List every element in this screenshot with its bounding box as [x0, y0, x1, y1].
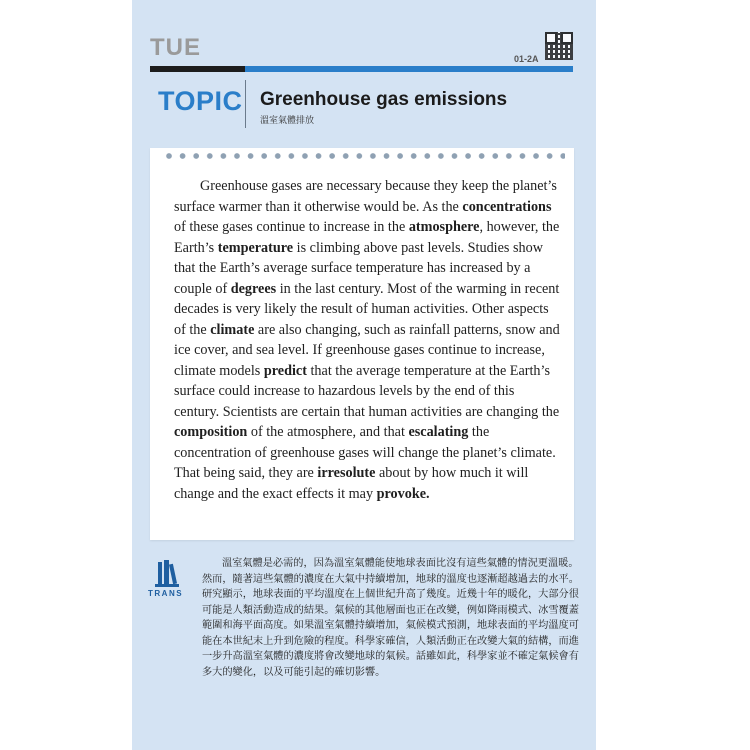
article-line	[174, 340, 556, 361]
keyword: degrees	[230, 280, 277, 297]
qr-code-icon[interactable]	[545, 32, 573, 60]
text-segment: century. Scientists are certain that human activities are changing the	[174, 403, 560, 420]
translation-line: 能在本世紀末上升到危險的程度。科學家確信，人類活動正在改變大氣的結構，而進	[202, 635, 579, 647]
text-segment: that the average temperature at the Earth’s	[306, 362, 550, 379]
article-line	[174, 217, 560, 238]
text-segment: , however, the	[479, 219, 560, 235]
article-line	[174, 484, 556, 505]
article-line	[174, 258, 556, 279]
page-title: Greenhouse gas emissions	[260, 89, 508, 110]
article-line	[174, 176, 556, 197]
article-line	[174, 402, 560, 423]
text-segment: of these gases continue to increase in the	[174, 219, 409, 235]
translation-line: 溫室氣體是必需的，因為溫室氣體能使地球表面比沒有這些氣體的情況更溫暖。	[222, 558, 579, 569]
article-line	[174, 422, 556, 443]
keyword: escalating	[408, 424, 469, 440]
text-segment: Earth’s	[174, 239, 218, 256]
keyword: composition	[174, 424, 248, 440]
translation-line: 研究顯示，地球表面的平均溫度在上個世紀升高了幾度。近幾十年的暖化，大部分很	[202, 589, 579, 600]
text-segment: change and the exact effects it may	[174, 485, 377, 502]
text-segment: of the	[174, 321, 211, 338]
text-segment: in the last century. Most of the warming in recent	[276, 280, 560, 297]
translation-line: 範圍和海平面高度。如果溫室氣體持續增加，氣候模式預測，地球表面的平均溫度可	[202, 620, 579, 631]
article-line	[174, 320, 560, 341]
article-line	[174, 238, 556, 259]
article-line	[174, 197, 556, 218]
text-segment: about by how much it will	[375, 465, 529, 481]
article-line	[174, 443, 556, 464]
text-segment: couple of	[174, 280, 231, 297]
keyword: provoke.	[376, 485, 430, 502]
article-line	[174, 361, 556, 382]
keyword: atmosphere	[408, 219, 480, 235]
keyword: irresolute	[317, 465, 376, 481]
translation-body	[202, 556, 580, 680]
topic-label: TOPIC	[158, 86, 243, 116]
text-segment: ice cover, and sea level. If greenhouse gases continue to increase,	[174, 342, 545, 358]
article-line	[174, 279, 560, 300]
topic-divider	[245, 80, 246, 128]
text-segment: the	[468, 424, 490, 440]
article-body	[174, 176, 560, 504]
article-line	[174, 299, 556, 320]
text-segment: Greenhouse gases are necessary because they keep the planet’s	[200, 178, 557, 194]
text-segment: are also changing, such as rainfall patterns, snow and	[254, 321, 560, 338]
text-segment: decades is very likely the result of human activities. Other aspects	[174, 301, 549, 317]
text-segment: climate models	[174, 362, 264, 379]
translation-line: 多大的變化，以及可能引起的確切影響。	[202, 666, 386, 678]
translation-line: 然而，隨著這些氣體的濃度在大氣中持續增加，地球的溫度也逐漸超越過去的水平。	[202, 573, 579, 585]
notepad-binding-holes	[165, 152, 565, 162]
trans-label: TRANS	[148, 589, 184, 598]
page-code: 01-2A	[514, 54, 539, 64]
text-segment: of the atmosphere, and that	[247, 424, 409, 440]
text-segment: is climbing above past levels. Studies show	[293, 239, 543, 256]
text-segment: that the Earth’s average surface temperature has increased by a	[174, 260, 531, 276]
text-segment: That being said, they are	[174, 465, 318, 481]
translation-line: 一步升高溫室氣體的濃度將會改變地球的氣候。話雖如此，科學家並不確定氣候會有	[202, 651, 579, 662]
keyword: climate	[210, 321, 255, 338]
keyword: concentrations	[462, 198, 552, 215]
translation-line: 可能是人類活動造成的結果。氣候的其他層面也正在改變，例如降雨模式、冰雪覆蓋	[202, 604, 579, 616]
text-segment: surface warmer than it otherwise would be. As the	[174, 198, 463, 215]
text-segment: surface could increase to hazardous levels by the end of this	[174, 383, 515, 399]
header-bar-blue	[245, 66, 573, 72]
keyword: temperature	[217, 239, 294, 256]
page-subtitle: 溫室氣體排放	[260, 115, 315, 125]
text-segment: concentration of greenhouse gases will change the planet’s climate.	[174, 444, 556, 461]
header-bar-dark	[150, 66, 245, 72]
article-line	[174, 381, 556, 402]
article-line	[174, 463, 556, 484]
day-label: TUE	[150, 34, 201, 61]
keyword: predict	[263, 362, 307, 379]
